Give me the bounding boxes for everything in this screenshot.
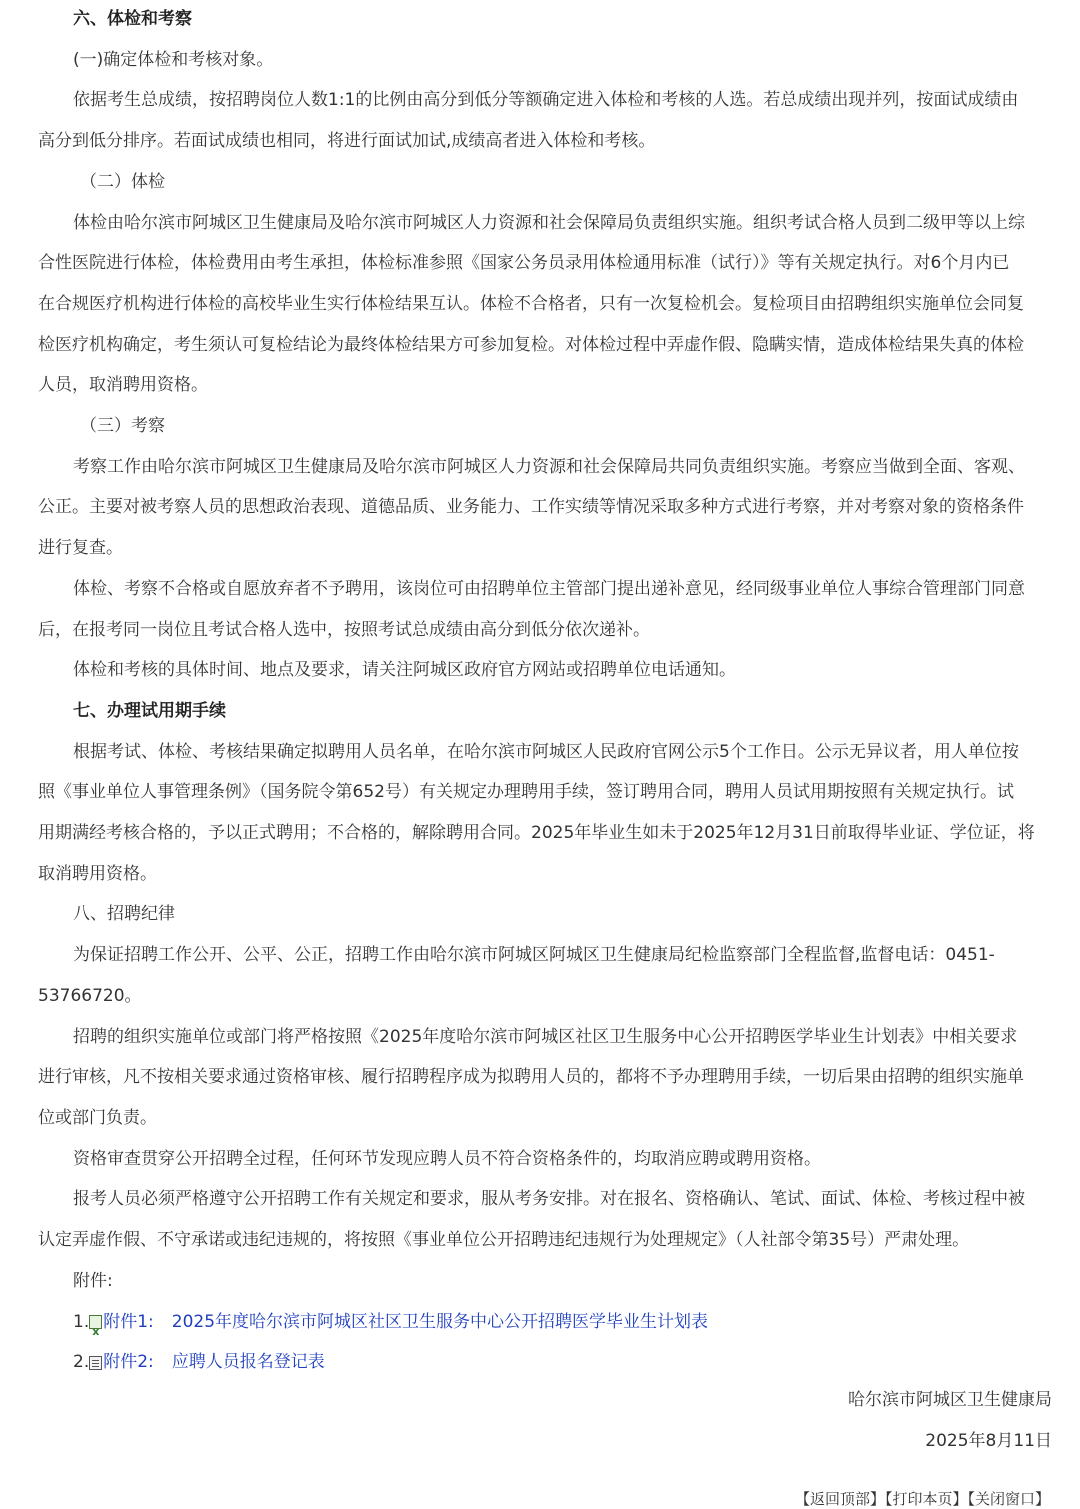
paragraph-line: 53766720。 (38, 985, 142, 1006)
section-heading-seven: 七、办理试用期手续 (73, 700, 226, 721)
paragraph-line: 后，在报考同一岗位且考试合格人选中，按照考试总成绩由高分到低分依次递补。 (38, 619, 650, 640)
attachment-prefix-link[interactable]: 附件1: (103, 1311, 154, 1332)
paragraph-line: 依据考生总成绩，按招聘岗位人数1:1的比例由高分到低分等额确定进入体检和考核的人选。若总成绩出现并列，按面试成绩由 (73, 90, 1019, 111)
paragraph-line: 进行复查。 (38, 538, 123, 559)
section-heading-six: 六、体检和考察 (73, 9, 192, 29)
attachment-prefix-link[interactable]: 附件2: (103, 1352, 154, 1373)
back-to-top-link[interactable]: 【返回顶部】 (794, 1490, 885, 1508)
word-file-icon (89, 1356, 102, 1370)
subsection-title: （三）考察 (80, 416, 165, 437)
paragraph-line: 在合规医疗机构进行体检的高校毕业生实行体检结果互认。体检不合格者，只有一次复检机会。复检项目由招聘组织实施单位会同复 (38, 293, 1024, 314)
paragraph-line: 位或部门负责。 (38, 1107, 157, 1128)
paragraph-line: 报考人员必须严格遵守公开招聘工作有关规定和要求，服从考务安排。对在报名、资格确认、笔试、面试、体检、考核过程中被 (73, 1189, 1025, 1210)
attachment-item-2[interactable] (38, 1342, 1052, 1383)
paragraph-line: 体检和考核的具体时间、地点及要求，请关注阿城区政府官方网站或招聘单位电话通知。 (73, 660, 736, 681)
paragraph-line: 用期满经考核合格的，予以正式聘用；不合格的，解除聘用合同。2025年毕业生如未于2025年12月31日前取得毕业证、学位证，将 (38, 823, 1035, 844)
attachments-label: 附件: (73, 1270, 113, 1291)
paragraph-line: 高分到低分排序。若面试成绩也相同，将进行面试加试,成绩高者进入体检和考核。 (38, 131, 656, 152)
paragraph-line: 体检由哈尔滨市阿城区卫生健康局及哈尔滨市阿城区人力资源和社会保障局负责组织实施。组织考试合格人员到二级甲等以上综 (73, 212, 1025, 233)
attachment-number: 1. (73, 1311, 90, 1332)
section-heading-eight: 八、招聘纪律 (73, 904, 175, 925)
paragraph-line: 体检、考察不合格或自愿放弃者不予聘用，该岗位可由招聘单位主管部门提出递补意见，经同级事业单位人事综合管理部门同意 (73, 578, 1025, 599)
paragraph-line: 进行审核，凡不按相关要求通过资格审核、履行招聘程序成为拟聘用人员的，都将不予办理聘用手续，一切后果由招聘的组织实施单 (38, 1067, 1024, 1088)
close-window-link[interactable]: 【关闭窗口】 (967, 1490, 1050, 1508)
paragraph-line: 招聘的组织实施单位或部门将严格按照《2025年度哈尔滨市阿城区社区卫生服务中心公开招聘医学毕业生计划表》中相关要求 (73, 1026, 1018, 1047)
article-body (38, 0, 1052, 1383)
paragraph-line: 考察工作由哈尔滨市阿城区卫生健康局及哈尔滨市阿城区人力资源和社会保障局共同负责组织实施。考察应当做到全面、客观、 (73, 456, 1025, 477)
paragraph-line: 人员，取消聘用资格。 (38, 375, 208, 396)
paragraph-line: 取消聘用资格。 (38, 863, 157, 884)
paragraph-line: 公正。主要对被考察人员的思想政治表现、道德品质、业务能力、工作实绩等情况采取多种方式进行考察，并对考察对象的资格条件 (38, 497, 1024, 518)
excel-file-icon (89, 1315, 102, 1329)
paragraph-line: 为保证招聘工作公开、公平、公正，招聘工作由哈尔滨市阿城区阿城区卫生健康局纪检监察部门全程监督,监督电话：0451- (73, 945, 995, 966)
attachment-number: 2. (73, 1352, 90, 1373)
attachment-item-1[interactable] (38, 1302, 1052, 1343)
attachment-title-link[interactable]: 2025年度哈尔滨市阿城区社区卫生服务中心公开招聘医学毕业生计划表 (171, 1311, 709, 1332)
paragraph-line: 根据考试、体检、考核结果确定拟聘用人员名单，在哈尔滨市阿城区人民政府官网公示5个工作日。公示无异议者，用人单位按 (73, 741, 1019, 762)
paragraph-line: 认定弄虚作假、不守承诺或违纪违规的，将按照《事业单位公开招聘违纪违规行为处理规定》（人社部令第35号）严肃处理。 (38, 1230, 970, 1251)
footer-links (795, 1488, 1050, 1509)
paragraph-line: 照《事业单位人事管理条例》（国务院令第652号）有关规定办理聘用手续，签订聘用合同，聘用人员试用期按照有关规定执行。试 (38, 782, 1014, 803)
signature-org: 哈尔滨市阿城区卫生健康局 (848, 1390, 1052, 1410)
signature-date: 2025年8月11日 (925, 1431, 1052, 1451)
paragraph-line: 检医疗机构确定，考生须认可复检结论为最终体检结果方可参加复检。对体检过程中弄虚作假、隐瞒实情，造成体检结果失真的体检 (38, 334, 1024, 355)
subsection-title: (一)确定体检和考核对象。 (73, 49, 274, 70)
attachment-title-link[interactable]: 应聘人员报名登记表 (171, 1352, 325, 1373)
print-page-link[interactable]: 【打印本页】 (884, 1490, 968, 1508)
paragraph-line: 合性医院进行体检，体检费用由考生承担，体检标准参照《国家公务员录用体检通用标准（试行）》等有关规定执行。对6个月内已 (38, 253, 1010, 274)
paragraph-line: 资格审查贯穿公开招聘全过程，任何环节发现应聘人员不符合资格条件的，均取消应聘或聘用资格。 (73, 1148, 821, 1169)
subsection-title: （二）体检 (80, 171, 165, 192)
